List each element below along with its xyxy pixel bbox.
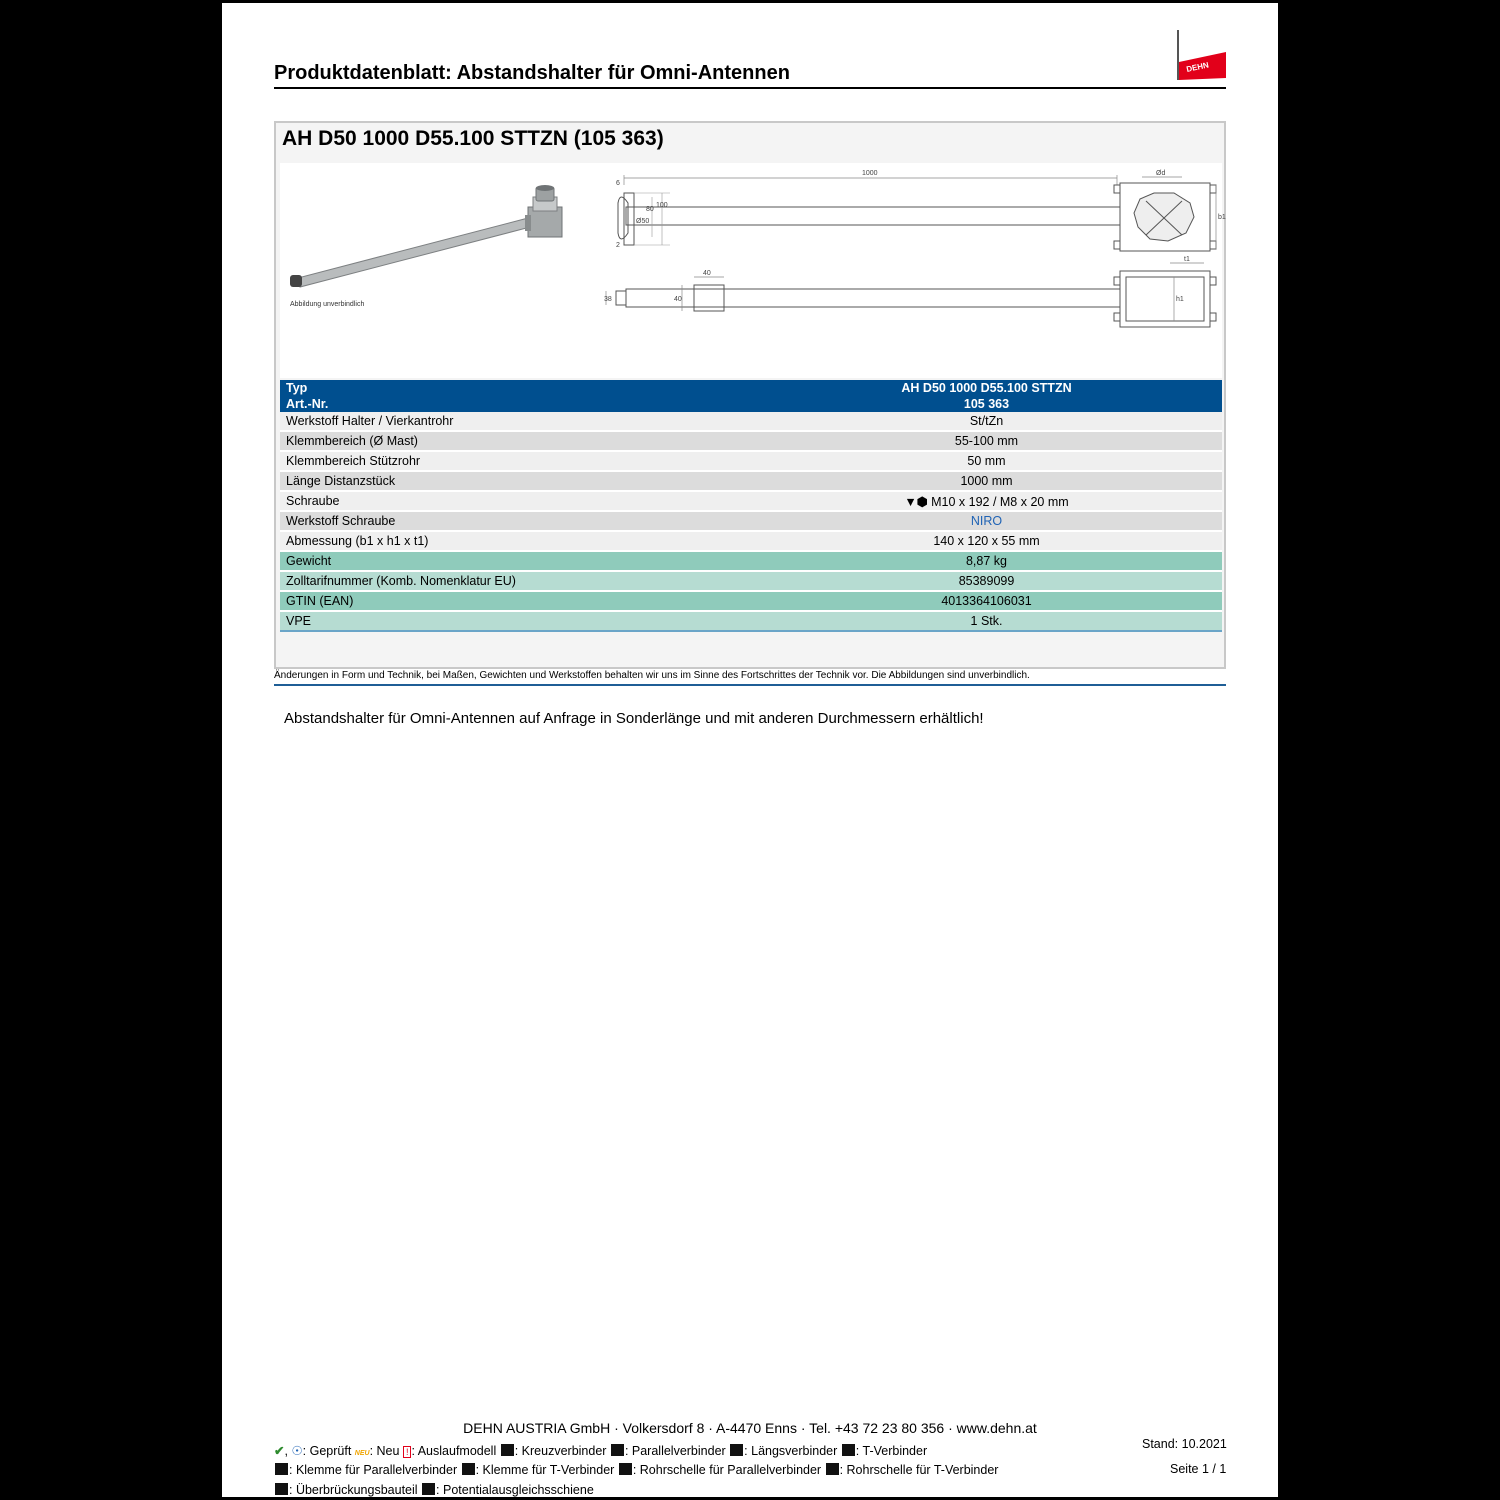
row-value: 4013364106031 [751,591,1222,611]
table-row [280,591,1222,611]
row-label: VPE [280,611,751,631]
table-row [280,451,1222,471]
row-label: Klemmbereich (Ø Mast) [280,431,751,451]
image-area [280,163,1226,378]
ueberbrueckung-icon [275,1483,288,1495]
parallelverbinder-icon [611,1444,624,1456]
page-title: Produktdatenblatt: Abstandshalter für Omni-Antennen [274,62,790,84]
product-box [274,121,1226,669]
company-footer: DEHN AUSTRIA GmbH · Volkersdorf 8 · A-4470 Enns · Tel. +43 72 23 80 356 · www.dehn.at [463,1420,1037,1436]
kreuzverbinder-icon [501,1444,514,1456]
table-row [280,491,1222,511]
table-row [280,412,1222,431]
header-label: Art.-Nr. [280,396,751,412]
table-row [280,551,1222,571]
availability-note: Abstandshalter für Omni-Antennen auf Anfrage in Sonderlänge und mit anderen Durchmessern erhältlich! [284,710,984,727]
row-label: Werkstoff Halter / Vierkantrohr [280,412,751,431]
technical-drawing [600,163,1226,378]
potentialausgleich-icon [422,1483,435,1495]
row-value: 8,87 kg [751,551,1222,571]
table-row [280,611,1222,631]
table-row [280,511,1222,531]
product-photo [280,163,580,313]
row-label: Abmessung (b1 x h1 x t1) [280,531,751,551]
svg-text:40: 40 [674,296,682,303]
svg-text:6: 6 [616,180,620,187]
row-value: 55-100 mm [751,431,1222,451]
legend-line-3: : Überbrückungsbauteil : Potentialausgleichsschiene [274,1483,594,1497]
disclaimer: Änderungen in Form und Technik, bei Maßen, Gewichten und Werkstoffen behalten wir uns im Sinne des Fortschrittes der Technik vor. Die Abbildungen sind unverbindlich. [274,670,1030,681]
svg-text:1000: 1000 [862,170,878,177]
photo-caption: Abbildung unverbindlich [290,301,365,308]
t-verbinder-icon [842,1444,855,1456]
geprueft-icon: ☉ [291,1444,303,1458]
svg-text:40: 40 [703,270,711,277]
table-row [280,471,1222,491]
klemme-parallel-icon [275,1463,288,1475]
table-row [280,531,1222,551]
table-header-row [280,380,1222,396]
auslauf-icon: ! [403,1446,412,1458]
row-value: 1 Stk. [751,611,1222,631]
rohrschelle-parallel-icon [619,1463,632,1475]
svg-text:b1: b1 [1218,214,1226,221]
title-divider [274,87,1226,89]
table-row [280,431,1222,451]
datasheet-page [222,3,1278,1497]
page-number: Seite 1 / 1 [1170,1462,1227,1476]
spec-table [280,380,1222,632]
svg-text:80: 80 [646,206,654,213]
svg-text:t1: t1 [1184,256,1190,263]
row-label: Werkstoff Schraube [280,511,751,531]
table-row [280,571,1222,591]
disclaimer-divider [274,684,1226,686]
header-label: Typ [280,380,751,396]
table-header-row [280,396,1222,412]
product-heading: AH D50 1000 D55.100 STTZN (105 363) [282,127,664,150]
svg-text:38: 38 [604,296,612,303]
header-value: AH D50 1000 D55.100 STTZN [751,380,1222,396]
header-value: 105 363 [751,396,1222,412]
dehn-logo [1177,30,1226,82]
row-label: Zolltarifnummer (Komb. Nomenklatur EU) [280,571,751,591]
svg-text:Ø50: Ø50 [636,218,650,225]
row-value: 50 mm [751,451,1222,471]
row-value: ▼⬢ M10 x 192 / M8 x 20 mm [751,491,1222,511]
row-value: 85389099 [751,571,1222,591]
row-label: Klemmbereich Stützrohr [280,451,751,471]
klemme-t-icon [462,1463,475,1475]
row-label: GTIN (EAN) [280,591,751,611]
neu-icon: NEU [354,1450,370,1457]
row-value-link[interactable]: NIRO [751,511,1222,531]
row-value: 140 x 120 x 55 mm [751,531,1222,551]
row-label: Gewicht [280,551,751,571]
row-value: St/tZn [751,412,1222,431]
laengsverbinder-icon [730,1444,743,1456]
legend-line-2: : Klemme für Parallelverbinder : Klemme für T-Verbinder : Rohrschelle für Parallelverbinder : Rohrschelle für T-Verbinder [274,1463,998,1477]
row-label: Schraube [280,491,751,511]
logo-text: DEHN [1185,60,1210,74]
svg-text:2: 2 [616,242,620,249]
svg-text:h1: h1 [1176,296,1184,303]
svg-text:100: 100 [656,202,668,209]
row-label: Länge Distanzstück [280,471,751,491]
svg-text:Ød: Ød [1156,170,1166,177]
version-date: Stand: 10.2021 [1142,1437,1227,1451]
legend-line-1: ✔, ☉: Geprüft NEU: Neu ! : Auslaufmodell : Kreuzverbinder : Parallelverbinder : Längsverbinder : T-Verbinder [274,1444,928,1458]
screw-icon: ▼⬢ [904,494,928,509]
row-value: 1000 mm [751,471,1222,491]
check-icon: ✔ [274,1444,285,1458]
rohrschelle-t-icon [826,1463,839,1475]
